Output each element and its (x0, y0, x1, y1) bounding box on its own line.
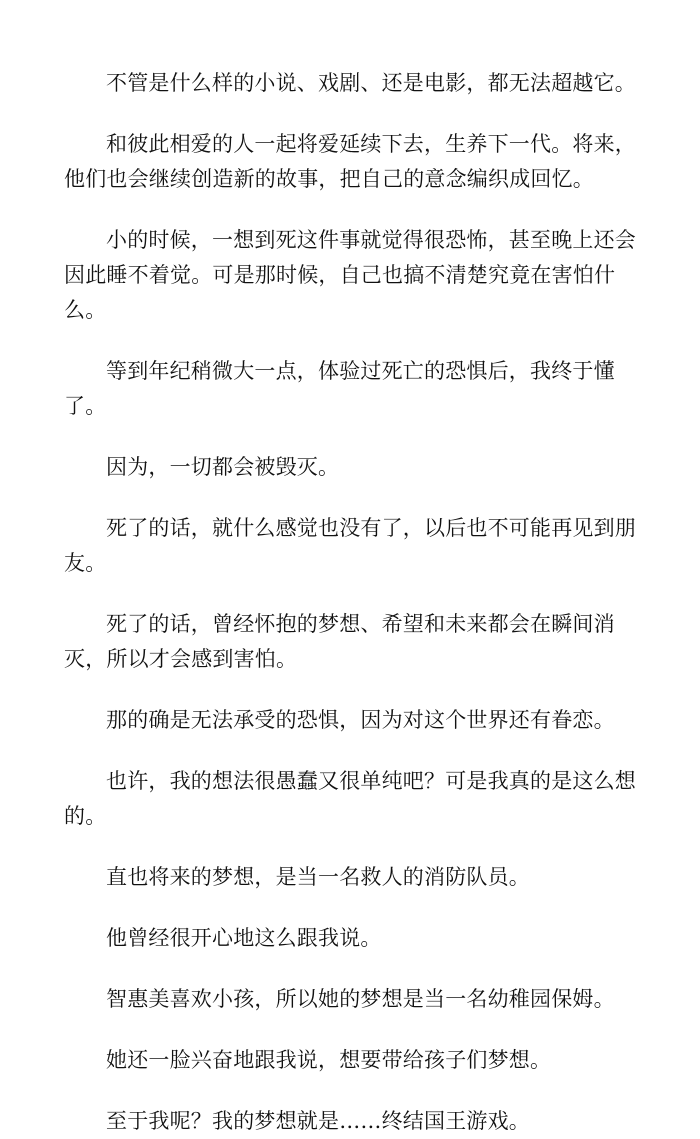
paragraph-8: 那的确是无法承受的恐惧，因为对这个世界还有眷恋。 (106, 708, 615, 732)
paragraph-6: 死了的话，就什么感觉也没有了，以后也不可能再见到朋友。 (64, 516, 636, 575)
paragraph-3: 小的时候，一想到死这件事就觉得很恐怖，甚至晚上还会因此睡不着觉。可是那时候，自己也搞不清楚究竟在害怕什么。 (64, 228, 636, 322)
paragraph-5: 因为，一切都会被毁灭。 (106, 455, 340, 479)
paragraph-13: 她还一脸兴奋地跟我说，想要带给孩子们梦想。 (106, 1048, 552, 1072)
paragraph-14: 至于我呢？我的梦想就是……终结国王游戏。 (106, 1109, 530, 1133)
paragraph-10: 直也将来的梦想，是当一名救人的消防队员。 (106, 865, 530, 889)
paragraph-12: 智惠美喜欢小孩，所以她的梦想是当一名幼稚园保姆。 (106, 987, 615, 1011)
paragraph-9: 也许，我的想法很愚蠢又很单纯吧？可是我真的是这么想的。 (64, 769, 636, 828)
paragraph-1: 不管是什么样的小说、戏剧、还是电影，都无法超越它。 (106, 71, 636, 95)
paragraph-7: 死了的话，曾经怀抱的梦想、希望和未来都会在瞬间消灭，所以才会感到害怕。 (64, 612, 615, 671)
paragraph-11: 他曾经很开心地这么跟我说。 (106, 926, 382, 950)
paragraph-2: 和彼此相爱的人一起将爱延续下去，生养下一代。将来，他们也会继续创造新的故事，把自己的意念编织成回忆。 (64, 132, 636, 191)
paragraph-4: 等到年纪稍微大一点，体验过死亡的恐惧后，我终于懂了。 (64, 359, 615, 418)
